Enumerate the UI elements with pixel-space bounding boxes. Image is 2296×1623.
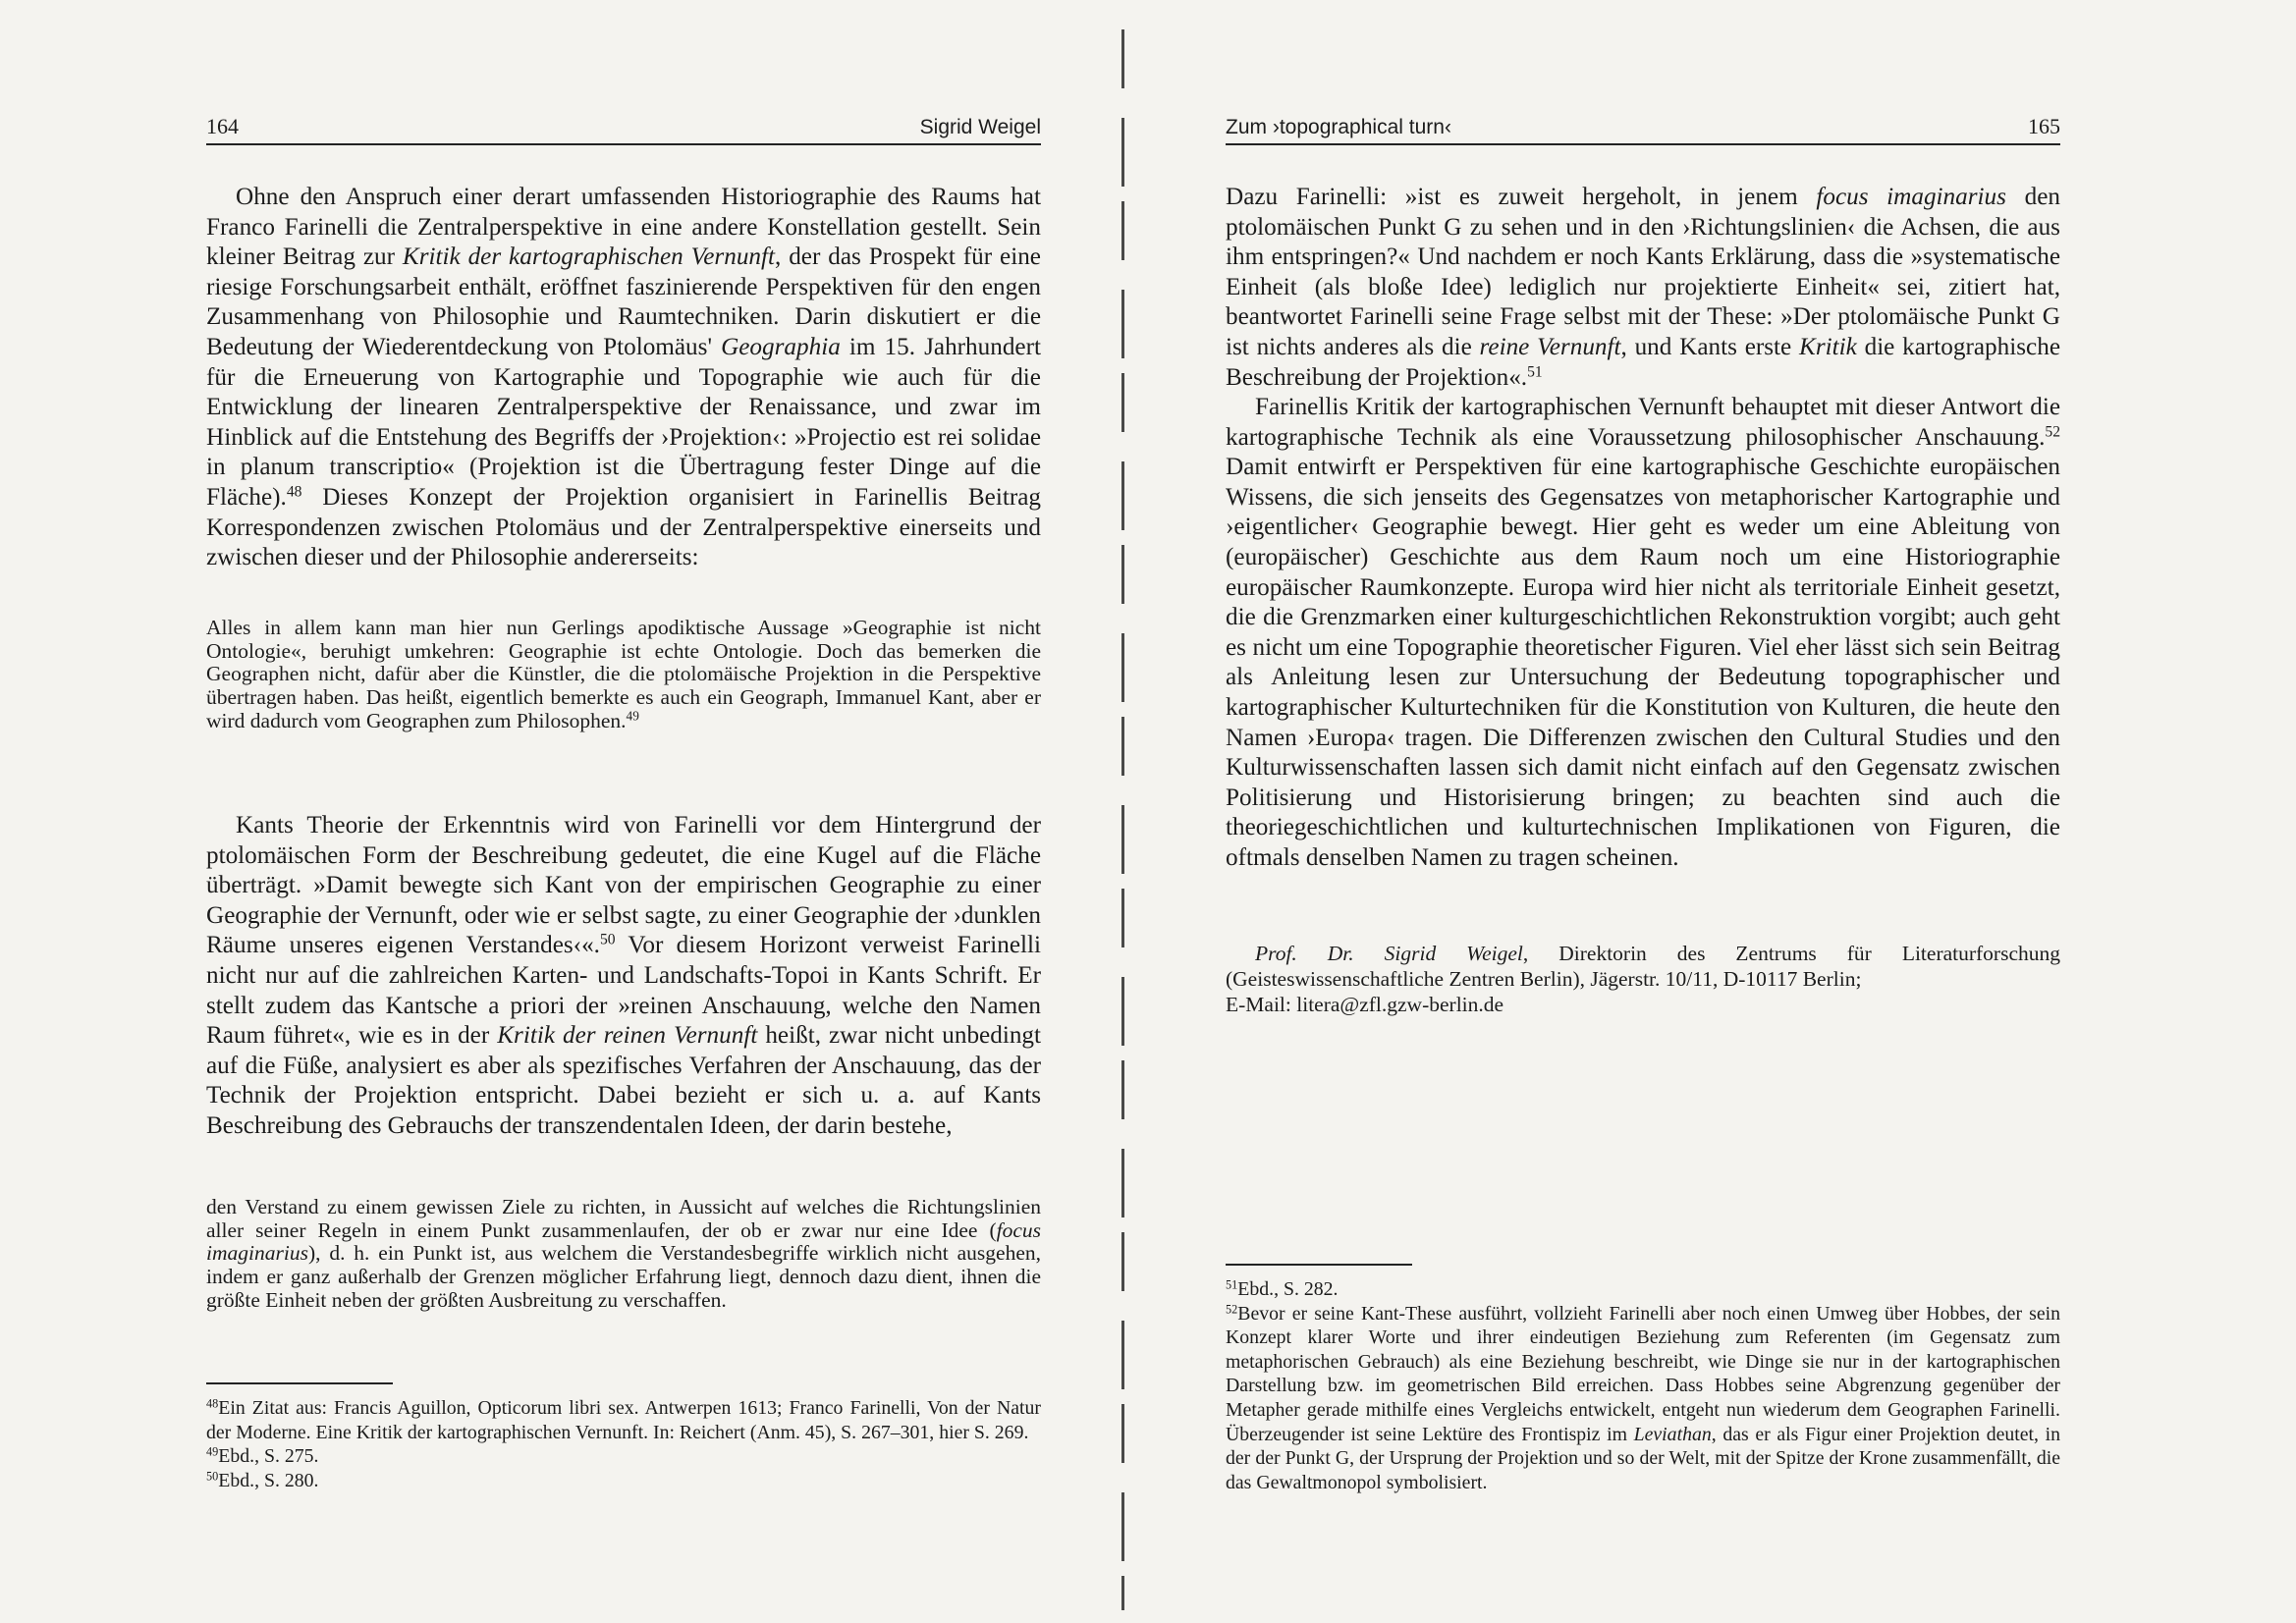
author-name: Prof. Dr. Sigrid Weigel — [1255, 942, 1523, 965]
text-run: heißt, zwar nicht unbedingt auf die Füße, analysiert es aber als spezifisches Verfahren der Anschauung, das der Technik der Projektion entspricht. Dabei bezieht er sich u. a. auf Kants Beschreibung des Gebrauchs der transzendentalen Ideen, der darin bestehe, — [206, 1022, 1042, 1139]
footnote-number: 52 — [1226, 1301, 1238, 1316]
footnote-number: 48 — [206, 1396, 219, 1411]
footnote-rule — [1226, 1264, 1412, 1266]
footnote-text: Ein Zitat aus: Francis Aguillon, Opticorum libri sex. Antwerpen 1613; Franco Farinelli, Von der Natur der Moderne. Eine Kritik der kartographischen Vernunft. In: Reichert (Anm. 45), S. 267–301, hier S. 269. — [206, 1397, 1041, 1443]
footnote-ref: 52 — [2045, 423, 2060, 441]
italic-term: focus imaginarius — [1816, 184, 2006, 210]
italic-title: Kritik der reinen Vernunft — [497, 1022, 758, 1050]
book-gutter — [1121, 29, 1124, 1610]
text-run: den Verstand zu einem gewissen Ziele zu richten, in Aussicht auf welches die Richtungslinien aller seiner Regeln in einem Punkt zusammenlaufen, der ob er zwar nur eine Idee ( — [206, 1195, 1041, 1242]
text-run: ), d. h. ein Punkt ist, aus welchem die Verstandesbegriffe wirklich nicht ausgehen, indem er ganz außerhalb der Grenzen möglicher Erfahrung liegt, dennoch dazu dient, ihnen die größte Einheit neben der größten Ausbreitung zu verschaffen. — [206, 1241, 1041, 1312]
left-block-quote-2 — [206, 1196, 1041, 1313]
italic-title: Kritik der kartographischen Vernunft — [402, 243, 775, 271]
italic-term: reine Vernunft — [1479, 333, 1621, 360]
text-run: Dazu Farinelli: »ist es zuweit hergeholt, in jenem — [1226, 184, 1817, 210]
text-run: den ptolomäischen Punkt G zu sehen und in den ›Richtungslinien‹ die Achsen, die aus ihm entspringen?« Und nachdem er noch Kants Erklärung, dass die »systematische Einheit (als bloße Idee) lediglich nur projektierte Einheit« sei, zitiert hat, beantwortet Farinelli seine Frage selbst mit der These: »Der ptolomäische Punkt G ist nichts anderes als die — [1226, 184, 2060, 360]
running-head-title: Zum ›topographical turn‹ — [1226, 116, 1451, 138]
footnote-52 — [1226, 1302, 2060, 1495]
text-run: Alles in allem kann man hier nun Gerlings apodiktische Aussage »Geographie ist nicht Ontologie«, beruhigt umkehren: Geographie ist echte Ontologie. Doch das bemerken die Geographen nicht, dafür aber die Künstler, die die ptolomäische Projektion in die Perspektive übertragen haben. Das heißt, eigentlich bemerkte es auch ein Geograph, Immanuel Kant, aber er wird dadurch vom Geographen zum Philosophen. — [206, 616, 1041, 732]
text-run: Dieses Konzept der Projektion organisiert in Farinellis Beitrag Korrespondenzen zwischen Ptolomäus und der Zentralperspektive einerseits und zwischen dieser und der Philosophie andererseits: — [206, 483, 1041, 571]
footnote-number: 51 — [1226, 1277, 1238, 1292]
footnote-ref: 48 — [286, 483, 302, 501]
text-run: , der das Prospekt für eine riesige Forschungsarbeit enthält, eröffnet faszinierende Perspektiven für den engen Zusammenhang von Philosophie und Raumtechniken. Darin diskutiert er die Bedeutung der Wiederentdeckung von Ptolomäus' — [206, 243, 1041, 360]
italic-title: Leviathan — [1633, 1423, 1712, 1445]
footnote-number: 50 — [206, 1469, 219, 1484]
text-run: Kants Theorie der Erkenntnis wird von Farinelli vor dem Hintergrund der ptolomäischen Form der Beschreibung gedeutet, die eine Kugel auf die Fläche überträgt. »Damit bewegte sich Kant von der empirischen Geographie zu einer Geographie der Vernunft, oder wie er selbst sagte, zu einer Geographie der ›dunklen Räume unseres eigenen Verstandes‹«. — [206, 812, 1041, 959]
footnote-48 — [206, 1396, 1041, 1444]
running-head-author: Sigrid Weigel — [919, 116, 1041, 138]
footnote-49 — [206, 1444, 1041, 1469]
text-run: Damit entwirft er Perspektiven für eine kartographische Geschichte europäischen Wissens, die sich jenseits des Gegensatzes von metaphorischer Kartographie und ›eigentlicher‹ Geographie bewegt. Hier geht es weder um eine Ableitung von (europäischer) Geschichte aus dem Raum noch um eine Historiographie europäischer Raumkonzepte. Europa wird hier nicht als territoriale Einheit gesetzt, die die Grenzmarken einer kulturgeschichtlichen Rekonstruktion vorgibt; auch geht es nicht um eine Topographie theoretischer Figuren. Viel eher lässt sich sein Beitrag als Anleitung lesen zur Untersuchung der Bedeutung topographischer und kartographischer Kulturtechniken für die Konstitution von Kulturen, die heute den Namen ›Europa‹ tragen. Die Differenzen zwischen den Cultural Studies und den Kulturwissenschaften lassen sich damit nicht einfach auf den Gegensatz zwischen Politisierung und Historisierung bringen; zu beachten sind auch die theoriegeschichtlichen und kulturtechnischen Implikationen von Figuren, die oftmals denselben Namen zu tragen scheinen. — [1226, 454, 2060, 871]
page-number: 165 — [2028, 114, 2060, 138]
italic-term: focus imaginarius — [206, 1217, 1041, 1266]
running-head-right — [1226, 110, 2060, 145]
right-paragraph-2 — [1226, 393, 2060, 874]
footnote-text: , das er als Figur einer Projektion deutet, in der der Punkt G, der Ursprung der Projektion und so der Welt, mit der Spitze der Krone zusammenfällt, die das Gewaltmonopol symbolisiert. — [1226, 1423, 2061, 1493]
footnote-text: Ebd., S. 275. — [218, 1445, 319, 1468]
text-run: die kartographische Beschreibung der Projektion«. — [1226, 333, 2061, 391]
footnote-ref: 50 — [599, 931, 616, 948]
text-run: Ohne den Anspruch einer derart umfassenden Historiographie des Raums hat Franco Farinelli die Zentralperspektive in eine andere Konstellation gestellt. Sein kleiner Beitrag zur — [206, 184, 1041, 271]
page-number: 164 — [206, 114, 239, 138]
left-footnotes — [206, 1396, 1041, 1492]
footnote-number: 49 — [206, 1444, 219, 1459]
right-footnotes — [1226, 1277, 2060, 1494]
footnote-text: Ebd., S. 280. — [218, 1469, 319, 1491]
running-head-left — [206, 110, 1041, 145]
italic-term: Kritik — [1799, 333, 1857, 360]
footnote-rule — [206, 1382, 393, 1384]
footnote-ref: 49 — [626, 708, 639, 724]
left-paragraph-1 — [206, 183, 1041, 573]
text-run: im 15. Jahrhundert für die Erneuerung von Kartographie und Topographie wie auch für die Entwicklung der linearen Zentralperspektive der Renaissance, und zwar im Hinblick auf die Entstehung des Begriffs der ›Projektion‹: »Projectio est rei solidae in planum transcriptio« (Projektion ist die Übertragung fester Dinge auf die Fläche). — [206, 333, 1041, 511]
italic-title: Geographia — [721, 333, 841, 360]
text-run: , und Kants erste — [1620, 333, 1800, 360]
left-block-quote-1 — [206, 617, 1041, 733]
text-run: Farinellis Kritik der kartographischen Vernunft behauptet mit dieser Antwort die kartographische Technik als eine Voraussetzung philosophischer Anschauung. — [1226, 394, 2060, 451]
footnote-50 — [206, 1469, 1041, 1493]
author-email: E-Mail: litera@zfl.gzw-berlin.de — [1226, 993, 1504, 1016]
footnote-text: Bevor er seine Kant-These ausführt, vollzieht Farinelli aber noch einen Umweg über Hobbes, der sein Konzept klarer Worte und ihrer eindeutigen Beziehung zum Referenten (im Gegensatz zum metaphorischen Gebrauch) als eine Beziehung beschreibt, wie Dinge sie nur in der kartographischen Darstellung bzw. im geometrischen Bild erreichen. Dass Hobbes seine Abgrenzung gegenüber der Metapher gerade mithilfe eines Vergleichs entwickelt, entgeht nun wiederum dem Geographen Farinelli. Überzeugender ist seine Lektüre des Frontispiz im — [1226, 1302, 2060, 1445]
affiliation-text: , Direktorin des Zentrums für Literaturforschung (Geisteswissenschaftliche Zentren Berlin), Jägerstr. 10/11, D-10117 Berlin; — [1226, 942, 2061, 991]
footnote-51 — [1226, 1277, 2060, 1302]
footnote-ref: 51 — [1527, 362, 1543, 380]
right-paragraph-1 — [1226, 183, 2060, 393]
author-affiliation — [1226, 941, 2060, 1017]
text-run: Vor diesem Horizont verweist Farinelli nicht nur auf die zahlreichen Karten- und Landschafts-Topoi in Kants Schrift. Er stellt zudem das Kantsche a priori der »reinen Anschauung, welche den Namen Raum führet«, wie es in der — [206, 932, 1042, 1050]
left-paragraph-2 — [206, 811, 1041, 1142]
footnote-text: Ebd., S. 282. — [1237, 1278, 1339, 1300]
